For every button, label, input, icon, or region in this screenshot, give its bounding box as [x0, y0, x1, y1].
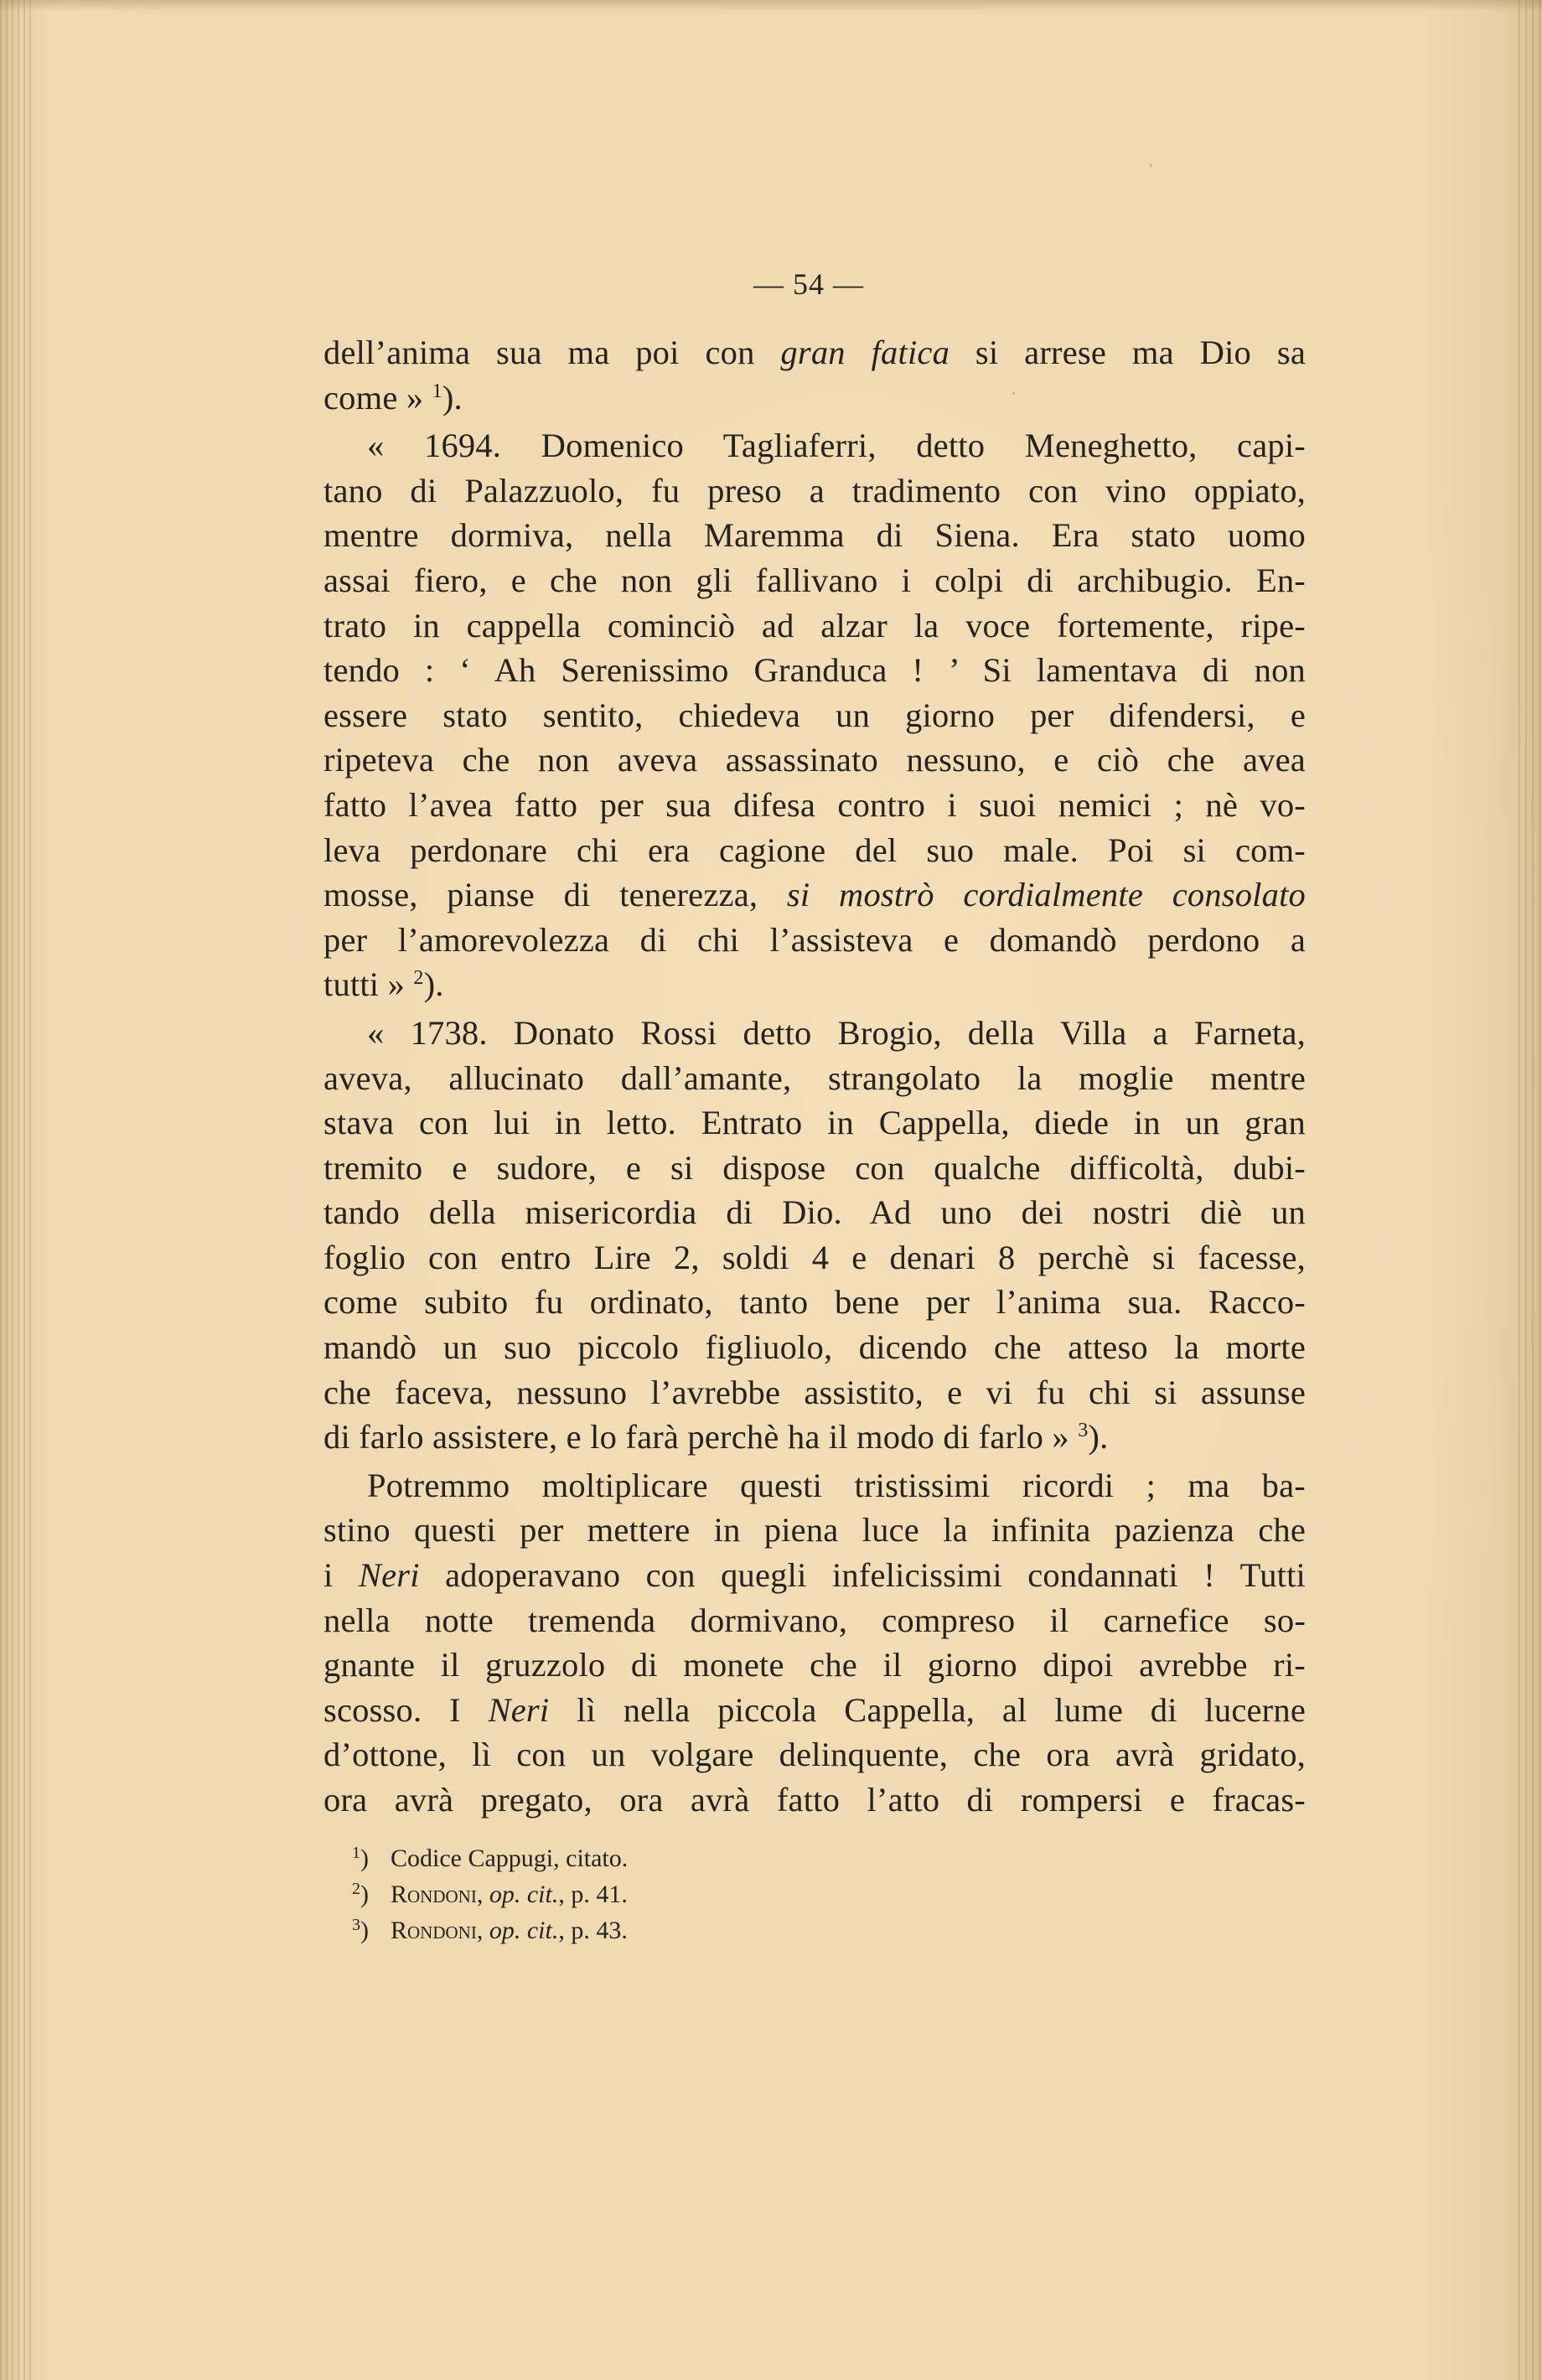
- text-line: stava con lui in letto. Entrato in Cappella, diede in un gran: [323, 1104, 1306, 1142]
- text-line: aveva, allucinato dall’amante, strangolato la moglie mentre: [323, 1058, 1306, 1097]
- text-line: come subito fu ordinato, tanto bene per l’anima sua. Racco-: [323, 1283, 1306, 1322]
- italic-word: Neri: [488, 1690, 550, 1729]
- text-line: tando della misericordia di Dio. Ad uno dei nostri diè un: [323, 1193, 1306, 1232]
- text-line: per l’amorevolezza di chi l’assisteva e domandò perdono a: [323, 920, 1306, 959]
- text-line: tano di Palazzuolo, fu preso a tradimento con vino oppiato,: [323, 471, 1306, 510]
- footnote-author: Rondoni: [391, 1881, 477, 1908]
- body-text: [323, 330, 1306, 1823]
- text-line: ripeteva che non aveva assassinato nessuno, e ciò che avea: [323, 741, 1306, 779]
- page-number: — 54 —: [753, 267, 864, 301]
- text-line: ora avrà pregato, ora avrà fatto l’atto di rompersi e fracas-: [323, 1781, 1306, 1819]
- text-line: essere stato sentito, chiedeva un giorno per difendersi, e: [323, 696, 1306, 734]
- text-line: come » $^1$).: [323, 378, 463, 416]
- page-edge-top: [0, 0, 1542, 12]
- footnotes: [352, 1840, 1106, 1948]
- text-line: tutti » $^2$).: [323, 965, 444, 1004]
- text-line: di farlo assistere, e lo farà perchè ha il modo di farlo » $^3$).: [323, 1418, 1109, 1456]
- text-line: assai fiero, e che non gli fallivano i colpi di archibugio. En-: [323, 561, 1306, 599]
- text-line: mosse, pianse di tenerezza, si mostrò cordialmente consolato: [323, 876, 1306, 914]
- text-line: scosso. I Neri lì nella piccola Cappella, al lume di lucerne: [323, 1690, 1306, 1729]
- footnote-pages: , p. 43.: [558, 1917, 628, 1944]
- text-line: i Neri adoperavano con quegli infelicissimi condannati ! Tutti: [323, 1556, 1306, 1595]
- text-line: leva perdonare chi era cagione del suo male. Poi si com-: [323, 830, 1306, 869]
- text-line: dell’anima sua ma poi con gran fatica si arrese ma Dio sa: [323, 334, 1307, 371]
- italic-phrase: gran fatica: [780, 334, 950, 371]
- footnote-mark: 3: [352, 1916, 360, 1934]
- text-line: stino questi per mettere in piena luce la infinita pazienza che: [323, 1511, 1306, 1550]
- italic-word: Neri: [358, 1556, 420, 1595]
- footnote-pages: , p. 41.: [558, 1881, 628, 1908]
- footnote-mark: 2: [352, 1880, 360, 1898]
- footnote-work: op. cit.: [489, 1917, 559, 1944]
- text-line: gnante il gruzzolo di monete che il giorno dipoi avrebbe ri-: [323, 1646, 1306, 1684]
- italic-phrase: si mostrò cordialmente consolato: [786, 876, 1306, 914]
- footnote-ref: 3: [1078, 1420, 1089, 1442]
- footnote-text: Codice Cappugi, citato.: [391, 1844, 629, 1872]
- text-line: fatto l’avea fatto per sua difesa contro i suoi nemici ; nè vo-: [323, 785, 1306, 824]
- page-edge-left: [0, 0, 34, 2380]
- text-line: d’ottone, lì con un volgare delinquente, che ora avrà gridato,: [323, 1736, 1306, 1774]
- footnote-mark: 1: [352, 1844, 360, 1862]
- footnote: $^2$) Rondoni, op. cit., p. 41.: [352, 1880, 628, 1908]
- page-edge-right: [1519, 0, 1542, 2380]
- text-line: che faceva, nessuno l’avrebbe assistito, e vi fu chi si assunse: [323, 1373, 1306, 1411]
- text-line: Potremmo moltiplicare questi tristissimi ricordi ; ma ba-: [367, 1466, 1306, 1504]
- text-line: nella notte tremenda dormivano, compreso il carnefice so-: [323, 1601, 1306, 1639]
- footnote: $^1$) Codice Cappugi, citato.: [352, 1844, 629, 1872]
- footnote-work: op. cit.: [489, 1881, 559, 1908]
- text-line: tremito e sudore, e si dispose con qualche difficoltà, dubi-: [323, 1148, 1306, 1187]
- text-line: foglio con entro Lire 2, soldi 4 e denari 8 perchè si facesse,: [323, 1238, 1306, 1276]
- footnote-author: Rondoni: [391, 1917, 477, 1944]
- text-line: mentre dormiva, nella Maremma di Siena. Era stato uomo: [323, 516, 1306, 555]
- text-line: « 1694. Domenico Tagliaferri, detto Meneghetto, capi-: [367, 427, 1306, 465]
- paper-speck: [1150, 164, 1152, 167]
- text-line: « 1738. Donato Rossi detto Brogio, della Villa a Farneta,: [367, 1013, 1306, 1052]
- text-line: mandò un suo piccolo figliuolo, dicendo che atteso la morte: [323, 1328, 1306, 1367]
- footnote: $^3$) Rondoni, op. cit., p. 43.: [352, 1916, 628, 1944]
- text-line: tendo : ‘ Ah Serenissimo Granduca ! ’ Si lamentava di non: [323, 651, 1306, 690]
- text-line: trato in cappella cominciò ad alzar la voce fortemente, ripe-: [323, 606, 1306, 644]
- footnote-ref: 1: [432, 380, 442, 402]
- footnote-ref: 2: [413, 967, 424, 990]
